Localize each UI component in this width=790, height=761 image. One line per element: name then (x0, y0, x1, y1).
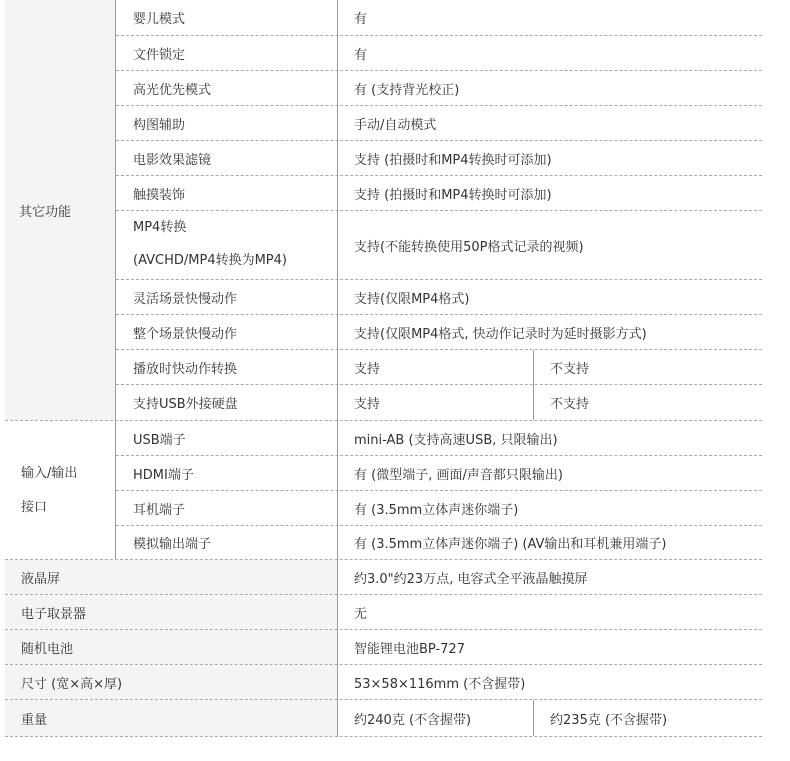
row-label-cinema-filter: 电影效果滤镜 (117, 141, 337, 175)
row-value-lcd: 约3.0"约23万点, 电容式全平液晶触摸屏 (338, 560, 762, 594)
row-value-flexible-scene-speed: 支持(仅限MP4格式) (338, 280, 762, 314)
row-value-baby-mode: 有 (338, 0, 762, 35)
spec-table (5, 0, 762, 737)
category-io-ports-line2: 接口 (21, 500, 48, 515)
row-label-hdmi-port: HDMI端子 (117, 456, 337, 490)
row-label-composition-assist: 构图辅助 (117, 106, 337, 140)
row-value-headphone-port: 有 (3.5mm立体声迷你端子) (338, 491, 762, 525)
row-value-composition-assist: 手动/自动模式 (338, 106, 762, 140)
row-label-weight: 重量 (5, 700, 337, 736)
row-divider (116, 455, 762, 456)
row-divider (116, 349, 762, 350)
row-label-dimensions: 尺寸 (宽×高×厚) (5, 665, 337, 699)
row-divider (5, 699, 762, 700)
row-value-dimensions: 53×58×116mm (不含握带) (338, 665, 762, 699)
row-value-usb-hdd-b: 不支持 (534, 385, 762, 420)
row-divider (116, 70, 762, 71)
section-divider (5, 559, 762, 560)
row-label-playback-fast-convert: 播放时快动作转换 (117, 350, 337, 384)
row-value-weight-a: 约240克 (不含握带) (338, 700, 533, 736)
row-divider (116, 210, 762, 211)
row-value-usb-port: mini-AB (支持高速USB, 只限输出) (338, 421, 762, 455)
row-divider (116, 525, 762, 526)
row-value-touch-decoration: 支持 (拍摄时和MP4转换时可添加) (338, 176, 762, 210)
row-label-highlight-priority: 高光优先模式 (117, 71, 337, 105)
column-divider (337, 0, 338, 737)
row-label-baby-mode: 婴儿模式 (117, 0, 337, 35)
category-io-ports (5, 421, 115, 559)
row-divider (116, 175, 762, 176)
row-value-playback-fast-convert-b: 不支持 (534, 350, 762, 384)
row-value-usb-hdd-a: 支持 (338, 385, 533, 420)
row-label-touch-decoration: 触摸装饰 (117, 176, 337, 210)
category-io-ports-line1: 输入/输出 (21, 466, 78, 481)
row-divider (116, 140, 762, 141)
row-value-battery: 智能锂电池BP-727 (338, 630, 762, 664)
column-divider (533, 700, 534, 736)
row-divider (116, 384, 762, 385)
row-label-evf: 电子取景器 (5, 595, 337, 629)
row-label-usb-hdd: 支持USB外接硬盘 (117, 385, 337, 420)
table-bottom-border (5, 736, 762, 737)
row-label-analog-out-port: 模拟输出端子 (117, 526, 337, 559)
row-label-mp4-convert-line2: (AVCHD/MP4转换为MP4) (133, 253, 287, 268)
row-value-hdmi-port: 有 (微型端子, 画面/声音都只限输出) (338, 456, 762, 490)
row-value-evf: 无 (338, 595, 762, 629)
row-value-cinema-filter: 支持 (拍摄时和MP4转换时可添加) (338, 141, 762, 175)
row-label-mp4-convert-line1: MP4转换 (133, 220, 187, 235)
row-label-battery: 随机电池 (5, 630, 337, 664)
row-divider (116, 314, 762, 315)
row-value-highlight-priority: 有 (支持背光校正) (338, 71, 762, 105)
row-value-file-lock: 有 (338, 36, 762, 70)
section-divider (5, 420, 762, 421)
row-divider (5, 664, 762, 665)
row-label-usb-port: USB端子 (117, 421, 337, 455)
row-label-whole-scene-speed: 整个场景快慢动作 (117, 315, 337, 349)
row-label-file-lock: 文件锁定 (117, 36, 337, 70)
row-label-lcd: 液晶屏 (5, 560, 337, 594)
row-label-mp4-convert (117, 211, 337, 279)
row-value-weight-b: 约235克 (不含握带) (534, 700, 762, 736)
row-label-flexible-scene-speed: 灵活场景快慢动作 (117, 280, 337, 314)
row-value-mp4-convert: 支持(不能转换使用50P格式记录的视频) (338, 211, 762, 279)
row-value-analog-out-port: 有 (3.5mm立体声迷你端子) (AV输出和耳机兼用端子) (338, 526, 762, 559)
column-divider (115, 0, 116, 559)
row-divider (116, 490, 762, 491)
row-label-headphone-port: 耳机端子 (117, 491, 337, 525)
category-other-functions: 其它功能 (5, 0, 115, 420)
row-value-playback-fast-convert-a: 支持 (338, 350, 533, 384)
row-divider (5, 594, 762, 595)
row-divider (5, 629, 762, 630)
row-divider (116, 279, 762, 280)
row-divider (116, 35, 762, 36)
row-divider (116, 105, 762, 106)
column-divider (533, 350, 534, 420)
row-value-whole-scene-speed: 支持(仅限MP4格式, 快动作记录时为延时摄影方式) (338, 315, 762, 349)
